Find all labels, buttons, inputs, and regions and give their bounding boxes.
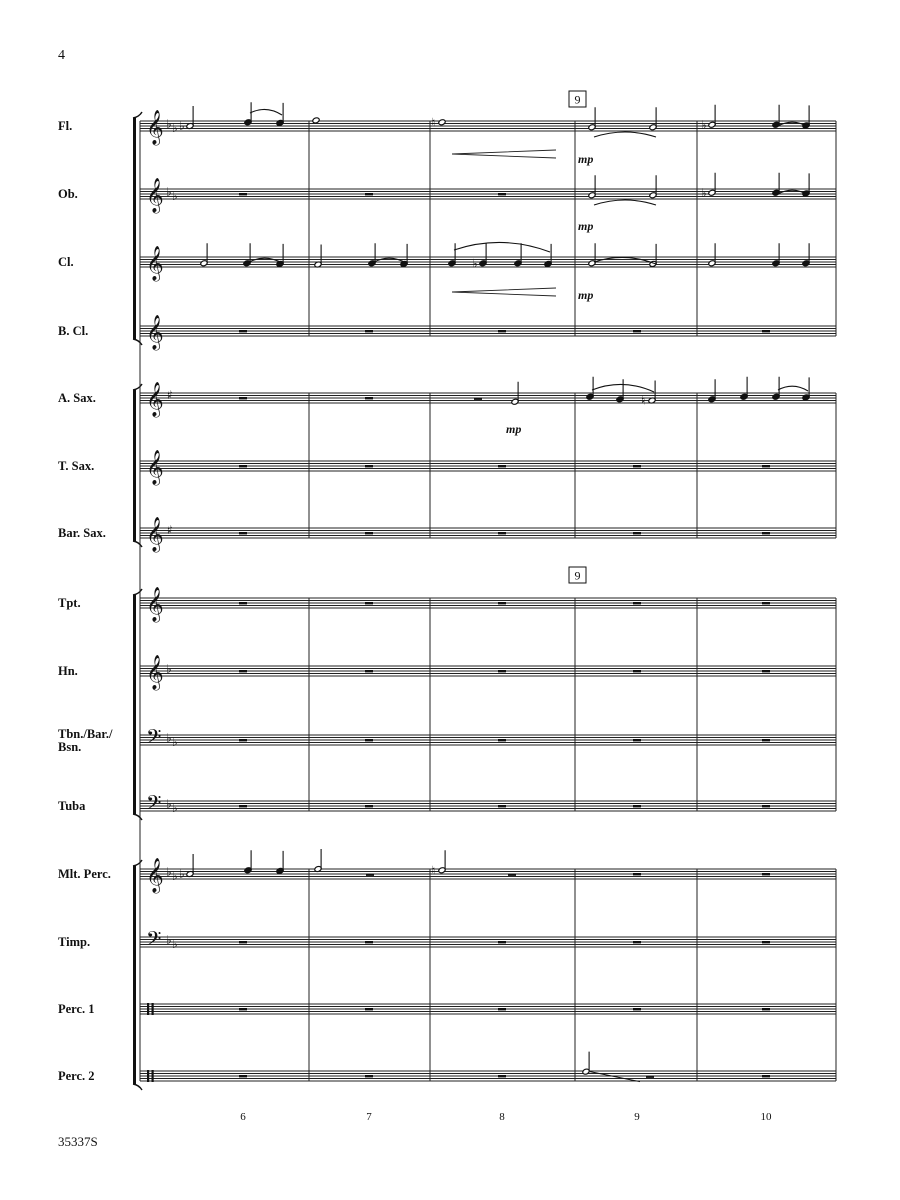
bracket-hook xyxy=(133,589,142,595)
instrument-label: Fl. xyxy=(58,119,73,133)
bracket-hook xyxy=(133,384,142,390)
whole-rest xyxy=(365,602,373,604)
whole-rest xyxy=(633,941,641,943)
whole-rest xyxy=(762,670,770,672)
flat-icon: ♭ xyxy=(166,865,172,879)
dynamic-mp: mp xyxy=(506,422,522,436)
measure-number: 6 xyxy=(240,1111,246,1123)
measure-number: 10 xyxy=(760,1111,772,1123)
slur xyxy=(454,242,550,252)
measure-number: 8 xyxy=(499,1111,505,1123)
half-note xyxy=(649,175,657,198)
catalog-number: 35337S xyxy=(58,1134,98,1149)
instrument-label: Hn. xyxy=(58,664,78,678)
instrument-label: Tuba xyxy=(58,799,86,813)
flat-icon: ♭ xyxy=(701,117,707,132)
quarter-note xyxy=(772,173,780,196)
quarter-note xyxy=(368,243,376,266)
treble-clef-icon: 𝄞 xyxy=(146,858,164,893)
whole-rest xyxy=(365,670,373,672)
bracket-hook xyxy=(133,1084,142,1090)
flat-icon: ♭ xyxy=(166,933,172,947)
crescendo-hairpin xyxy=(452,150,556,158)
whole-rest xyxy=(239,465,247,467)
percussion-clef-icon xyxy=(152,1070,154,1082)
half-note xyxy=(641,381,656,408)
quarter-note xyxy=(544,244,552,267)
treble-clef-icon: 𝄞 xyxy=(146,382,164,417)
quarter-note xyxy=(244,850,252,873)
instrument-label: Cl. xyxy=(58,255,74,269)
quarter-note xyxy=(616,379,624,402)
section-bracket xyxy=(133,866,136,1084)
whole-rest xyxy=(239,330,247,332)
instrument-label: A. Sax. xyxy=(58,391,96,405)
whole-rest xyxy=(762,330,770,332)
sharp-icon: ♯ xyxy=(167,388,173,402)
quarter-note xyxy=(514,243,522,266)
whole-rest xyxy=(239,602,247,604)
staff xyxy=(140,382,836,418)
instrument-label: Timp. xyxy=(58,935,91,949)
quarter-note xyxy=(772,377,780,400)
whole-rest xyxy=(365,1075,373,1077)
rehearsal-mark-label: 9 xyxy=(574,92,581,107)
instrument-label: Tpt. xyxy=(58,596,81,610)
treble-clef-icon: 𝄞 xyxy=(146,655,164,690)
notehead xyxy=(438,119,446,126)
whole-rest xyxy=(762,1008,770,1010)
treble-clef-icon: 𝄞 xyxy=(146,246,164,281)
staff xyxy=(140,655,836,691)
dynamic-mp: mp xyxy=(578,152,594,166)
staves xyxy=(140,110,836,1082)
flat-icon: ♭ xyxy=(172,869,178,883)
whole-rest xyxy=(633,670,641,672)
treble-clef-icon: 𝄞 xyxy=(146,517,164,552)
flat-icon: ♭ xyxy=(172,121,178,135)
notation xyxy=(179,102,810,1081)
rehearsal-mark-label: 9 xyxy=(574,568,581,583)
flat-icon: ♭ xyxy=(701,185,707,200)
quarter-note xyxy=(276,851,284,874)
bass-clef-icon: 𝄢 xyxy=(146,791,162,819)
whole-rest xyxy=(365,805,373,807)
staff xyxy=(140,858,836,894)
whole-rest xyxy=(498,465,506,467)
whole-rest xyxy=(365,941,373,943)
whole-rest xyxy=(365,739,373,741)
whole-rest xyxy=(239,670,247,672)
whole-rest xyxy=(762,602,770,604)
flat-icon: ♭ xyxy=(166,797,172,811)
staff xyxy=(140,110,836,146)
whole-rest xyxy=(239,532,247,534)
whole-rest xyxy=(365,193,373,195)
instrument-label-line2: Bsn. xyxy=(58,740,82,754)
flat-icon: ♭ xyxy=(166,185,172,199)
whole-rest xyxy=(498,1008,506,1010)
treble-clef-icon: 𝄞 xyxy=(146,315,164,350)
slur xyxy=(594,132,656,137)
quarter-note xyxy=(708,379,716,402)
bracket-hook xyxy=(133,814,142,820)
quarter-note xyxy=(740,377,748,400)
half-note xyxy=(312,117,320,124)
crescendo-hairpin xyxy=(452,288,556,296)
sharp-icon: ♯ xyxy=(167,523,173,537)
bracket-hook xyxy=(133,860,142,866)
half-note xyxy=(314,245,322,268)
instrument-label: Mlt. Perc. xyxy=(58,867,111,881)
half-rest xyxy=(366,874,374,876)
half-rest xyxy=(646,1076,654,1078)
whole-rest xyxy=(633,465,641,467)
whole-rest xyxy=(498,193,506,195)
treble-clef-icon: 𝄞 xyxy=(146,450,164,485)
quarter-note xyxy=(772,243,780,266)
section-bracket xyxy=(133,595,136,814)
whole-rest xyxy=(633,805,641,807)
treble-clef-icon: 𝄞 xyxy=(146,110,164,145)
quarter-note xyxy=(448,243,456,266)
flat-icon: ♭ xyxy=(179,119,185,133)
whole-rest xyxy=(762,873,770,875)
whole-rest xyxy=(633,873,641,875)
whole-rest xyxy=(498,532,506,534)
whole-rest xyxy=(498,805,506,807)
instrument-label: Perc. 1 xyxy=(58,1002,95,1016)
treble-clef-icon: 𝄞 xyxy=(146,178,164,213)
whole-rest xyxy=(365,532,373,534)
natural-icon: ♮ xyxy=(641,393,646,408)
dynamic-mp: mp xyxy=(578,219,594,233)
half-rest xyxy=(508,874,516,876)
whole-rest xyxy=(239,1075,247,1077)
treble-clef-icon: 𝄞 xyxy=(146,587,164,622)
whole-rest xyxy=(239,739,247,741)
whole-rest xyxy=(633,602,641,604)
whole-rest xyxy=(365,397,373,399)
staff xyxy=(140,587,836,623)
whole-rest xyxy=(498,1075,506,1077)
half-note xyxy=(431,115,446,129)
whole-rest xyxy=(762,1075,770,1077)
staff xyxy=(140,517,836,553)
whole-rest xyxy=(239,193,247,195)
quarter-note xyxy=(772,105,780,128)
measure-number: 9 xyxy=(634,1111,640,1123)
percussion-clef-icon xyxy=(147,1070,149,1082)
slur xyxy=(594,257,656,264)
whole-rest xyxy=(762,739,770,741)
dynamic-mp: mp xyxy=(578,288,594,302)
flat-icon: ♭ xyxy=(166,662,172,676)
whole-rest xyxy=(239,805,247,807)
half-note xyxy=(511,382,519,405)
whole-rest xyxy=(633,330,641,332)
rehearsal-mark-brass xyxy=(569,567,586,583)
whole-rest xyxy=(239,397,247,399)
quarter-note xyxy=(586,377,594,400)
percussion-clef-icon xyxy=(152,1003,154,1015)
half-note xyxy=(588,107,596,130)
slur xyxy=(594,200,656,205)
section-bracket xyxy=(133,390,136,541)
quarter-note xyxy=(243,243,251,266)
half-note xyxy=(701,173,716,200)
quarter-note xyxy=(802,243,810,266)
slur xyxy=(778,386,808,391)
whole-rest xyxy=(239,1008,247,1010)
bracket-hook xyxy=(133,541,142,547)
half-note xyxy=(200,243,208,266)
half-rest xyxy=(474,398,482,400)
bracket-hook xyxy=(133,339,142,345)
instrument-label: Ob. xyxy=(58,187,78,201)
flat-icon: ♭ xyxy=(172,735,178,749)
half-note xyxy=(701,105,716,132)
whole-rest xyxy=(633,532,641,534)
bass-clef-icon: 𝄢 xyxy=(146,725,162,753)
half-note xyxy=(314,849,322,872)
whole-rest xyxy=(498,941,506,943)
section-brackets xyxy=(133,112,142,1090)
percussion-clef-icon xyxy=(147,1003,149,1015)
flat-icon: ♭ xyxy=(166,731,172,745)
bracket-hook xyxy=(133,112,142,118)
whole-rest xyxy=(762,805,770,807)
flat-icon: ♭ xyxy=(172,189,178,203)
instrument-label: B. Cl. xyxy=(58,324,89,338)
measure-number: 7 xyxy=(366,1111,372,1123)
half-note xyxy=(582,1052,590,1075)
flat-icon: ♭ xyxy=(172,937,178,951)
half-note xyxy=(588,243,596,266)
page-number: 4 xyxy=(58,48,65,63)
whole-rest xyxy=(498,670,506,672)
instrument-labels xyxy=(58,119,113,1083)
half-note xyxy=(708,243,716,266)
rehearsal-mark-woodwinds xyxy=(569,91,586,107)
half-note xyxy=(431,850,446,877)
whole-rest xyxy=(633,1008,641,1010)
quarter-note xyxy=(244,102,252,125)
whole-rest xyxy=(239,941,247,943)
score-marks xyxy=(240,91,772,1123)
half-note xyxy=(649,107,657,130)
flat-icon: ♭ xyxy=(166,117,172,131)
flat-icon: ♭ xyxy=(172,801,178,815)
whole-rest xyxy=(498,739,506,741)
whole-rest xyxy=(498,602,506,604)
natural-icon: ♮ xyxy=(431,863,436,878)
flat-icon: ♭ xyxy=(179,867,185,881)
whole-rest xyxy=(365,1008,373,1010)
whole-rest xyxy=(633,739,641,741)
quarter-note xyxy=(276,244,284,267)
staff xyxy=(140,315,836,351)
bass-clef-icon: 𝄢 xyxy=(146,927,162,955)
whole-rest xyxy=(762,532,770,534)
staff xyxy=(140,450,836,486)
flat-icon: ♭ xyxy=(472,256,478,271)
quarter-note xyxy=(400,244,408,267)
instrument-label: T. Sax. xyxy=(58,459,95,473)
section-bracket xyxy=(133,118,136,339)
whole-rest xyxy=(365,465,373,467)
whole-rest xyxy=(762,941,770,943)
whole-rest xyxy=(365,330,373,332)
quarter-note xyxy=(276,103,284,126)
natural-icon: ♮ xyxy=(431,115,436,130)
slur xyxy=(250,109,282,115)
half-note xyxy=(588,175,596,198)
whole-rest xyxy=(498,330,506,332)
notehead xyxy=(312,117,320,124)
instrument-label: Bar. Sax. xyxy=(58,526,106,540)
instrument-label: Perc. 2 xyxy=(58,1069,95,1083)
staff xyxy=(140,178,836,214)
whole-rest xyxy=(762,465,770,467)
instrument-label: Tbn./Bar./ xyxy=(58,727,113,741)
